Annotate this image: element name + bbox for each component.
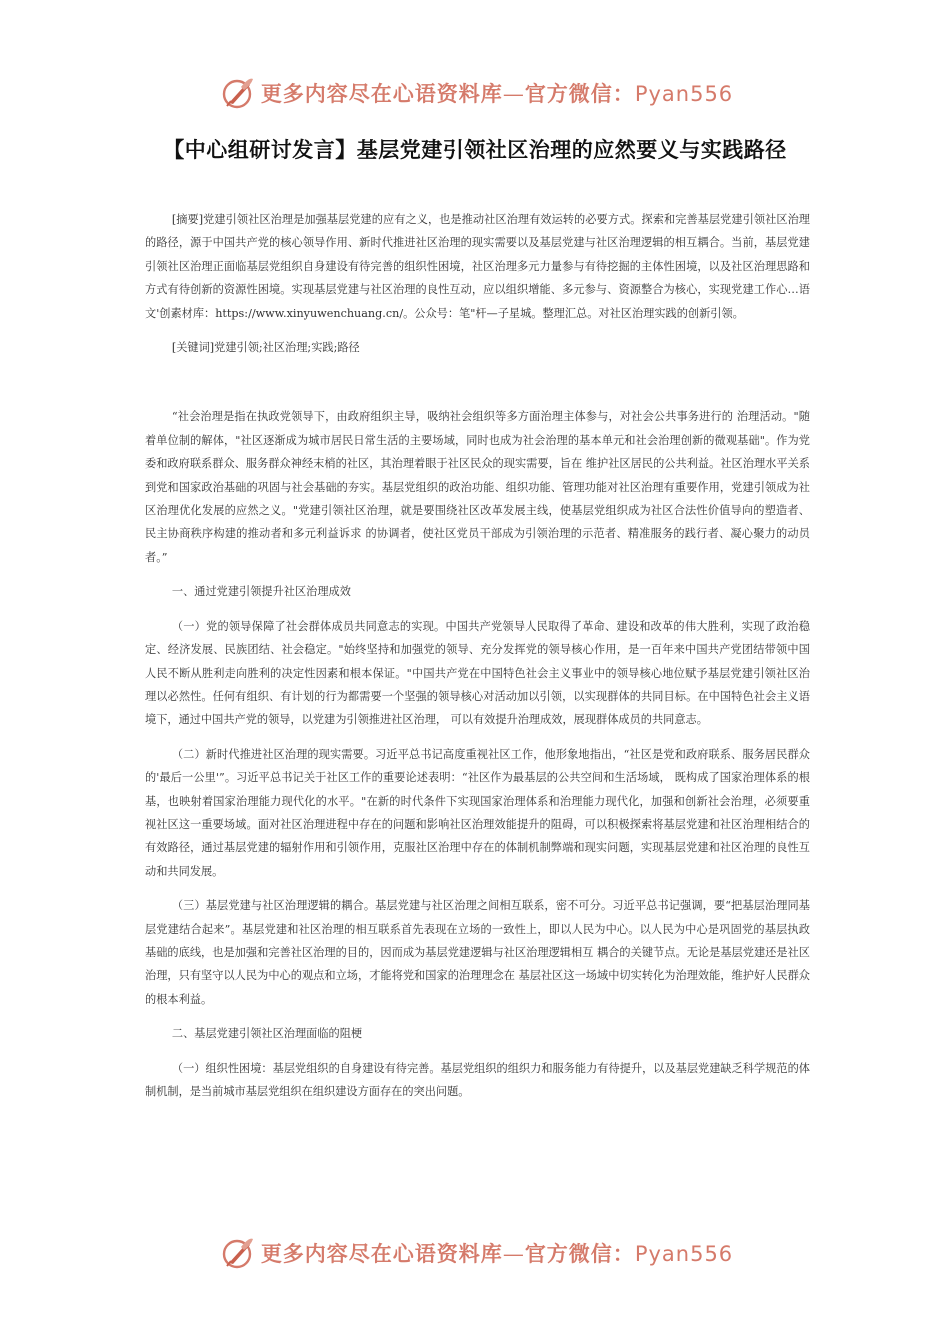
document-body <box>145 208 810 1103</box>
intro-paragraph: “社会治理是指在执政党领导下，由政府组织主导，吸纳社会组织等多方面治理主体参与，对社会公共事务进行的 治理活动。"随着单位制的解体，"社区逐渐成为城市居民日常生活的主要场域，同时也成为社会治理的基本单元和社会治理创新的微观基础"。作为党委和政府联系群众、服务群众神经末梢的社区，其治理着眼于社区民众的现实需要，旨在 维护社区居民的公共利益。社区治理水平关系到党和国家政治基础的巩固与社会基础的夯实。基层党组织的政治功能、组织功能、管理功能对社区治理有重要作用，党建引领成为社区治理优化发展的应然之义。"党建引领社区治理，就是要围绕社区改革发展主线，使基层党组织成为社区合法性价值导向的塑造者、民主协商秩序构建的推动者和多元利益诉求 的协调者，使社区党员干部成为引领治理的示范者、精准服务的践行者、凝心聚力的动员者。” <box>145 410 810 564</box>
quill-pen-logo-icon <box>217 73 257 113</box>
section1-paragraph-1: （一）党的领导保障了社会群体成员共同意志的实现。中国共产党领导人民取得了革命、建设和改革的伟大胜利，实现了政治稳定、经济发展、民族团结、社会稳定。"始终坚持和加强党的领导、充分发挥党的领导核心作用，是一百年来中国共产党团结带领中国人民不断从胜利走向胜利的决定性因素和根本保证。"中国共产党在中国特色社会主义事业中的领导核心地位赋予基层党建引领社区治理以必然性。任何有组织、有计划的行为都需要一个坚强的领导核心对活动加以引领，以实现群体的共同目标。在中国特色社会主义语境下，通过中国共产党的领导，以党建为引领推进社区治理， 可以有效提升治理成效，展现群体成员的共同意志。 <box>145 619 810 727</box>
abstract-paragraph: [摘要]党建引领社区治理是加强基层党建的应有之义，也是推动社区治理有效运转的必要方式。探索和完善基层党建引领社区治理的路径，源于中国共产党的核心领导作用、新时代推进社区治理的现实需要以及基层党建与社区治理逻辑的相互耦合。当前，基层党建引领社区治理正面临基层党组织自身建设有待完善的组织性困境，社区治理多元力量参与有待挖掘的主体性困境，以及社区治理思路和方式有待创新的资源性困境。实现基层党建与社区治理的良性互动，应以组织增能、多元参与、资源整合为核心，实现党建工作心…语文'创素材库：https://www.xinyuwenchuang.cn/。公众号：笔"杆—子星城。整理汇总。对社区治理实践的创新引领。 <box>145 213 810 320</box>
banner-main-text: 更多内容尽在心语资料库 <box>260 81 503 106</box>
banner-wechat-id: Pyan556 <box>634 82 734 106</box>
banner-text <box>261 1238 733 1268</box>
quill-pen-logo-icon <box>217 1233 257 1273</box>
banner-main-text: 更多内容尽在心语资料库 <box>260 1241 503 1266</box>
section1-paragraph-3: （三）基层党建与社区治理逻辑的耦合。基层党建与社区治理之间相互联系，密不可分。习近平总书记强调，要“把基层治理同基层党建结合起来”。基层党建和社区治理的相互联系首先表现在立场的一致性上，即以人民为中心。以人民为中心是巩固党的基层执政基础的底线，也是加强和完善社区治理的目的，因而成为基层党建逻辑与社区治理逻辑相互 耦合的关键节点。无论是基层党建还是社区治理，只有坚守以人民为中心的观点和立场，才能将党和国家的治理理念在 基层社区这一场域中切实转化为治理效能，维护好人民群众的根本利益。 <box>145 899 810 1006</box>
section1-paragraph-2: （二）新时代推进社区治理的现实需要。习近平总书记高度重视社区工作，他形象地指出，“社区是党和政府联系、服务居民群众的'最后一公里'”。习近平总书记关于社区工作的重要论述表明：“社区作为最基层的公共空间和生活场域， 既构成了国家治理体系的根基，也映射着国家治理能力现代化的水平。"在新的时代条件下实现国家治理体系和治理能力现代化，加强和创新社会治理，必须要重视社区这一重要场域。面对社区治理进程中存在的问题和影响社区治理效能提升的阻碍，可以积极探索将基层党建和社区治理相结合的有效路径，通过基层党建的辐射作用和引领作用，克服社区治理中存在的体制机制弊端和现实问题，实现基层党建和社区治理的良性互动和共同发展。 <box>145 747 810 878</box>
watermark-banner-bottom <box>0 1230 950 1276</box>
banner-official-text: 官方微信： <box>524 1241 635 1266</box>
banner-wechat-id: Pyan556 <box>634 1242 734 1266</box>
section2-paragraph-1: （一）组织性困境：基层党组织的自身建设有待完善。基层党组织的组织力和服务能力有待提升，以及基层党建缺乏科学规范的体制机制，是当前城市基层党组织在组织建设方面存在的突出问题。 <box>145 1061 810 1098</box>
watermark-banner-top <box>0 70 950 116</box>
section-heading-2: 二、基层党建引领社区治理面临的阻梗 <box>171 1027 363 1041</box>
banner-separator: — <box>502 1242 525 1266</box>
banner-text <box>261 78 733 108</box>
keywords-paragraph: [关键词]党建引领;社区治理;实践;路径 <box>171 341 360 355</box>
banner-official-text: 官方微信： <box>524 81 635 106</box>
document-title: 【中心组研讨发言】基层党建引领社区治理的应然要义与实践路径 <box>163 138 787 162</box>
section-heading-1: 一、通过党建引领提升社区治理成效 <box>171 585 351 599</box>
banner-separator: — <box>502 82 525 106</box>
